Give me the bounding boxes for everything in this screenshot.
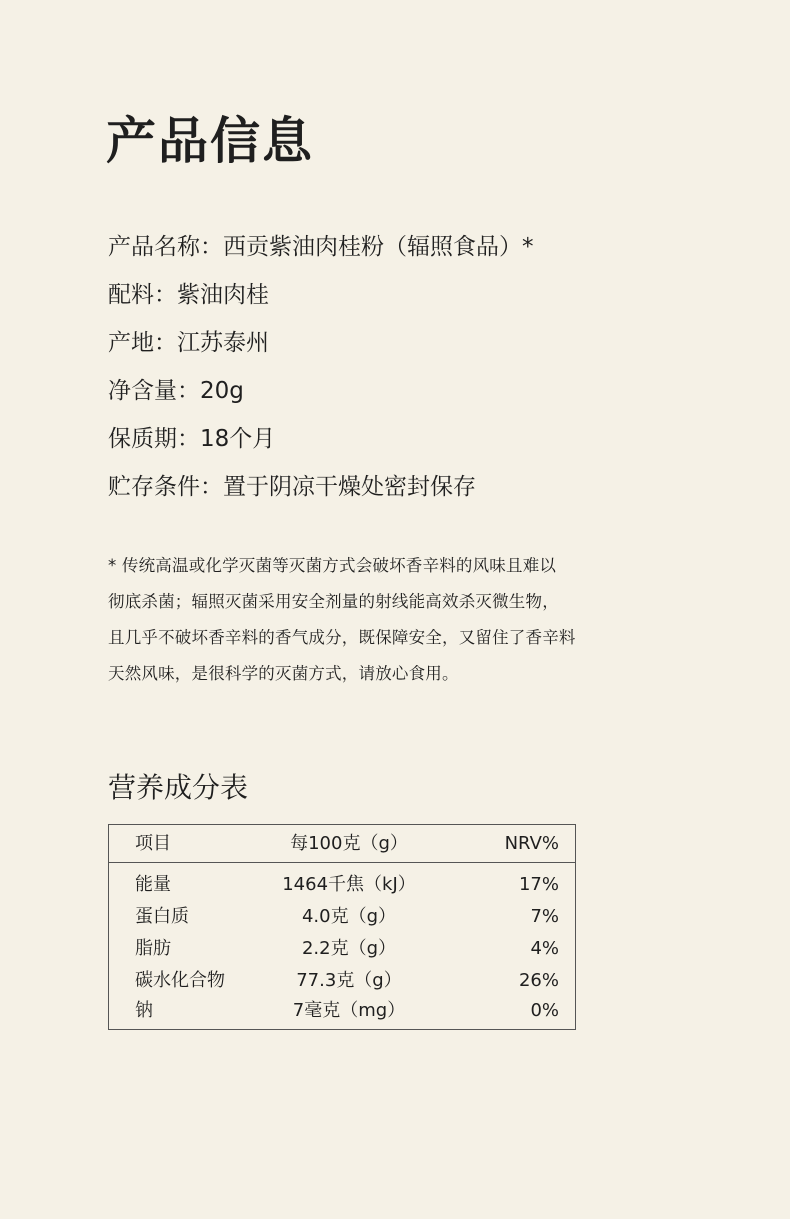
info-row-net-weight xyxy=(108,367,534,415)
row-per-100g: 2.2克（g） xyxy=(301,938,397,959)
row-nrv: 17% xyxy=(518,874,559,895)
note-line: 彻底杀菌；辐照灭菌采用安全剂量的射线能高效杀灭微生物， xyxy=(108,592,559,611)
row-nrv: 4% xyxy=(530,938,559,959)
info-label: 净含量： xyxy=(108,378,200,404)
info-row-shelf-life xyxy=(108,415,534,463)
info-value: 18个月 xyxy=(200,426,276,452)
table-row xyxy=(109,933,575,965)
header-per-100g: 每100克（g） xyxy=(290,833,408,854)
table-row xyxy=(109,965,575,997)
info-label: 贮存条件： xyxy=(108,474,223,500)
note-line: 且几乎不破坏香辛料的香气成分，既保障安全，又留住了香辛料 xyxy=(108,628,576,647)
row-item: 钠 xyxy=(135,1000,153,1021)
row-nrv: 26% xyxy=(518,970,559,991)
row-nrv: 7% xyxy=(530,906,559,927)
info-row-product-name xyxy=(108,223,534,271)
header-item: 项目 xyxy=(135,833,171,854)
page-title: 产品信息 xyxy=(106,112,314,170)
info-row-storage xyxy=(108,463,534,511)
row-nrv: 0% xyxy=(530,1000,559,1021)
nutrition-table-header xyxy=(109,825,575,863)
nutrition-table-title: 营养成分表 xyxy=(108,771,249,804)
table-row xyxy=(109,901,575,933)
info-value: 20g xyxy=(200,378,244,404)
row-item: 碳水化合物 xyxy=(135,970,225,991)
row-item: 脂肪 xyxy=(135,938,171,959)
product-info-list xyxy=(108,223,534,511)
nutrition-table xyxy=(108,824,576,1030)
irradiation-note xyxy=(108,548,608,692)
info-label: 产品名称： xyxy=(108,234,223,260)
row-item: 蛋白质 xyxy=(135,906,189,927)
info-label: 产地： xyxy=(108,330,177,356)
info-label: 保质期： xyxy=(108,426,200,452)
row-per-100g: 77.3克（g） xyxy=(296,970,402,991)
row-item: 能量 xyxy=(135,874,171,895)
info-row-origin xyxy=(108,319,534,367)
table-row xyxy=(109,869,575,901)
row-per-100g: 4.0克（g） xyxy=(301,906,397,927)
info-value: 紫油肉桂 xyxy=(177,282,269,308)
info-row-ingredients xyxy=(108,271,534,319)
info-value: 西贡紫油肉桂粉（辐照食品）* xyxy=(223,234,534,260)
header-nrv: NRV% xyxy=(504,833,559,854)
info-value: 置于阴凉干燥处密封保存 xyxy=(223,474,476,500)
info-label: 配料： xyxy=(108,282,177,308)
note-line: * 传统高温或化学灭菌等灭菌方式会破坏香辛料的风味且难以 xyxy=(108,556,557,575)
info-value: 江苏泰州 xyxy=(177,330,269,356)
note-line: 天然风味，是很科学的灭菌方式，请放心食用。 xyxy=(108,664,459,683)
row-per-100g: 7毫克（mg） xyxy=(292,1000,406,1021)
row-per-100g: 1464千焦（kJ） xyxy=(282,874,416,895)
table-row xyxy=(109,995,575,1027)
